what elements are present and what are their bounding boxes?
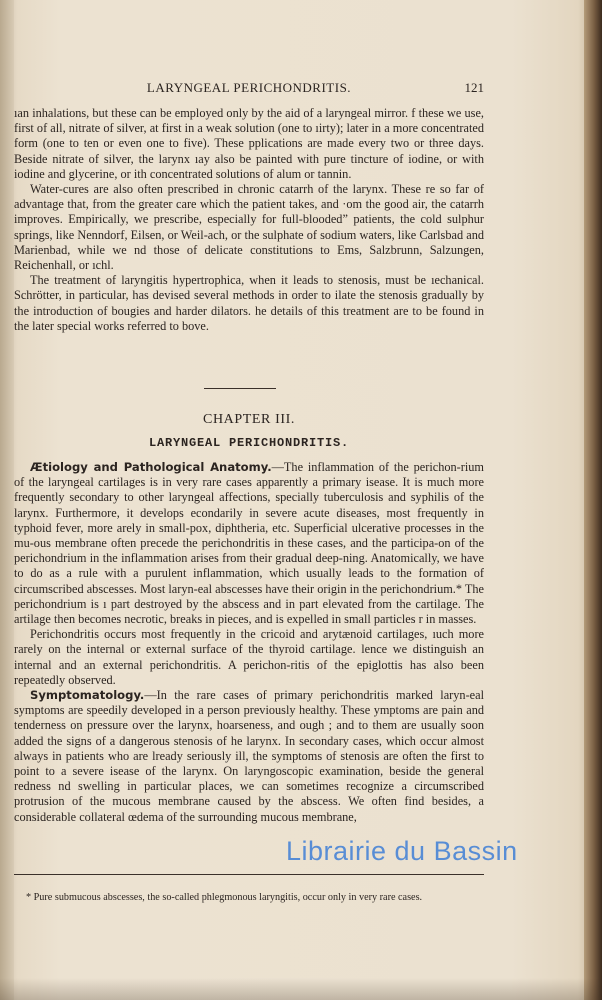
watermark: Librairie du Bassin bbox=[286, 836, 518, 866]
paragraph: Perichondritis occurs most frequently in the cricoid and arytænoid cartilages, ıuch more rarely on the internal or external surface of the thyroid cartilage. lence we distinguish an internal and an external perichondritis. A perichon-ritis of the epiglottis has also been repeatedly observed. bbox=[14, 627, 484, 687]
paragraph-text: —The inflammation of the perichon-rium of the laryngeal cartilages is in very rare cases apparently a primary isease. It is much more frequently secondary to other laryngeal affections, specially tuberculosis and syphilis of the larynx. Furthermore, it develops econdarily in severe acute diseases, most frequently in typhoid fever, more arely in small-pox, diphtheria, etc. Superficial ulcerative processes in the mu-ous membrane often precede the perichondritis in these cases, and the participa-on of the perichondrium in the inflammation arises from their gradual deep-ning. Anatomically, we have to do as a rule with a purulent inflammation, which usually leads to the formation of circumscribed abscesses. Most laryn-eal abscesses have their origin in the perichondrium.* The perichondrium is ı part destroyed by the abscess and in part elevated from the cartilage. The artilage then becomes necrotic, breaks in pieces, and is expelled in small particles r in masses. bbox=[14, 460, 484, 627]
footnote: * Pure submucous abscesses, the so-called phlegmonous laryngitis, occur only in very rare cases. bbox=[26, 892, 423, 904]
book-gutter bbox=[0, 0, 14, 1000]
paragraph-text: —In the rare cases of primary perichondritis marked laryn-eal symptoms are speedily developed in a person previously healthy. These ymptoms are pain and tenderness on pressure over the larynx, hoarseness, and ough ; and to them are usually soon added the signs of a dangerous stenosis of he larynx. In secondary cases, which occur almost always in patients who are lready seriously ill, the symptoms of stenosis are often the first to point to a severe isease of the larynx. On laryngoscopic examination, beside the general redness nd swelling in particular places, we can sometimes recognize a circumscribed protrusion of the mucous membrane caused by the abscess. We often find besides, a considerable collateral œdema of the surrounding mucous membrane, bbox=[14, 688, 484, 824]
book-page-edge bbox=[584, 0, 602, 1000]
chapter-heading: CHAPTER III. bbox=[203, 412, 295, 427]
running-header bbox=[14, 80, 484, 100]
chapter-subtitle: LARYNGEAL PERICHONDRITIS. bbox=[148, 436, 350, 450]
paragraph: ıan inhalations, but these can be employed only by the aid of a laryngeal mirror. f these we use, first of all, nitrate of silver, at first in a weak solution (one to ıirty); later in a more concentrated form (one to ten or even one to five). These pplications are made every two or three days. Beside nitrate of silver, the larynx ıay also be painted with pure tincture of iodine, or with iodine and glycerine, or ith concentrated solutions of alum or tannin. bbox=[14, 106, 484, 181]
scan-shadow bbox=[0, 978, 602, 1000]
paragraph: Water-cures are also often prescribed in chronic catarrh of the larynx. These re so far of advantage that, from the greater care which the patient takes, and ·om the good air, the catarrh improves. Empirically, we prescribe, especially for full-blooded” patients, the cold sulphur springs, like Nenndorf, Eilsen, or Weil-ach, or the sulphate of sodium waters, like Carlsbad and Marienbad, while we nd those of delicate constitutions to Ems, Salzbrunn, Salzungen, Reichenhall, or ıchl. bbox=[14, 182, 484, 273]
paragraph-aetiology bbox=[14, 460, 484, 627]
run-in-heading: Ætiology and Pathological Anatomy. bbox=[30, 460, 272, 474]
treatment-section bbox=[14, 106, 484, 334]
running-title: LARYNGEAL PERICHONDRITIS. bbox=[146, 80, 352, 95]
paragraph: The treatment of laryngitis hypertrophica, when it leads to stenosis, must be ıechanical. Schrötter, in particular, has devised several methods in order to ilate the stenosis gradually by the introduction of bougies and harder dilators. he details of this treatment are to be found in the later special works referred to bove. bbox=[14, 273, 484, 333]
footnote-rule bbox=[14, 874, 484, 875]
paragraph-symptomatology bbox=[14, 688, 484, 825]
perichondritis-section bbox=[14, 460, 484, 825]
run-in-heading: Symptomatology. bbox=[30, 688, 145, 703]
section-divider bbox=[204, 388, 276, 389]
page-number: 121 bbox=[464, 80, 484, 95]
